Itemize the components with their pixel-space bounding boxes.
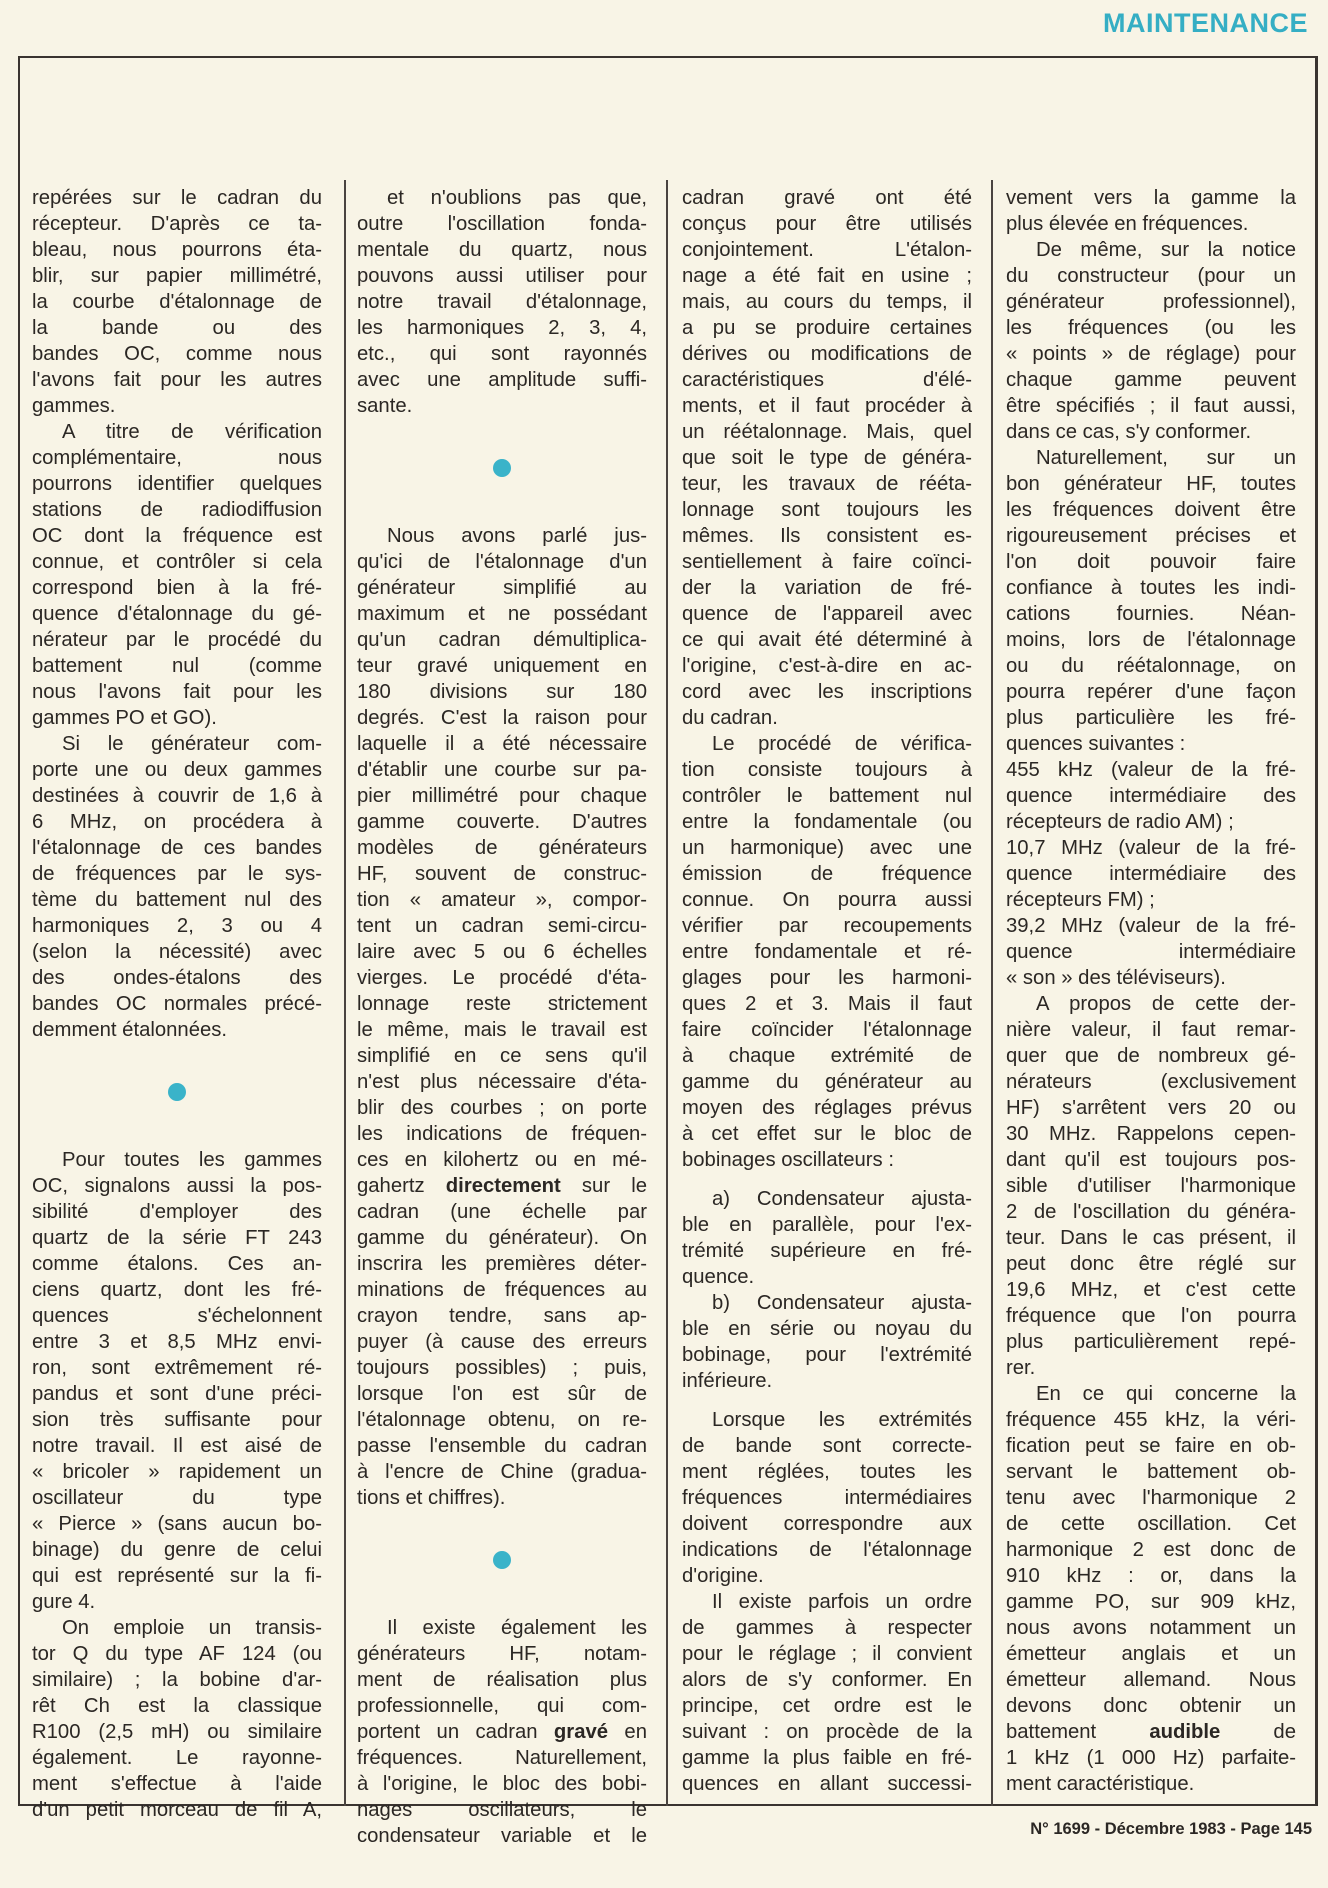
text-line: inscrira les premières déter- — [357, 1253, 647, 1275]
text-line: sante. — [357, 395, 413, 417]
paragraph — [682, 1290, 972, 1394]
text-line: Lorsque les extrémités — [712, 1409, 972, 1431]
text-line: nous l'avons fait pour les — [32, 681, 322, 703]
text-line: servant le battement ob- — [1006, 1461, 1296, 1483]
text-line: la courbe d'étalonnage de — [32, 291, 322, 313]
text-line: entre la fondamentale (ou — [682, 811, 972, 833]
text-line: nous avons notamment un — [1006, 1617, 1296, 1639]
text-line: porte une ou deux gammes — [32, 759, 322, 781]
text-line: connue, et contrôler si cela — [32, 551, 322, 573]
text-line: quences s'échelonnent — [32, 1305, 322, 1327]
text-line: générateurs HF, notam- — [357, 1643, 647, 1665]
text-line: générateur professionnel), — [1006, 291, 1296, 313]
text-line: comme étalons. Ces an- — [32, 1253, 322, 1275]
bullet-dot-icon — [493, 1551, 511, 1569]
text-line: nérateur par le procédé du — [32, 629, 322, 651]
text-line: moyen des réglages prévus — [682, 1097, 972, 1119]
text-line: ment caractéristique. — [1006, 1773, 1195, 1795]
text-line: entre 3 et 8,5 MHz envi- — [32, 1331, 322, 1353]
text-line: être spécifiés ; il faut aussi, — [1006, 395, 1296, 417]
text-line: un réétalonnage. Mais, quel — [682, 421, 972, 443]
text-line: bon générateur HF, toutes — [1006, 473, 1296, 495]
text-line: similaire) ; la bobine d'ar- — [32, 1669, 322, 1691]
text-line: ques 2 et 3. Mais il faut — [682, 993, 972, 1015]
text-line: entre fondamentale et ré- — [682, 941, 972, 963]
paragraph — [1006, 1381, 1296, 1797]
text-line: gamme du générateur). On — [357, 1227, 647, 1249]
text-line: à l'origine, le bloc des bobi- — [357, 1773, 647, 1795]
paragraph-gap — [682, 1173, 972, 1186]
text-line: Nous avons parlé jus- — [387, 525, 647, 547]
text-line: pour le réglage ; il convient — [682, 1643, 972, 1665]
text-line: etc., qui sont rayonnés — [357, 343, 647, 365]
text-line: émission de fréquence — [682, 863, 972, 885]
paragraph — [1006, 757, 1296, 835]
text-line: teur, les travaux de rééta- — [682, 473, 972, 495]
text-segment: portent un cadran — [357, 1721, 554, 1743]
text-line: notre travail d'étalonnage, — [357, 291, 647, 313]
text-line: un harmonique) avec une — [682, 837, 972, 859]
text-line: On emploie un transis- — [62, 1617, 322, 1639]
text-line: émetteur anglais et un — [1006, 1643, 1296, 1665]
paragraph — [32, 731, 322, 1043]
text-line: teur gravé uniquement en — [357, 655, 647, 677]
emphasis-text: gravé — [553, 1721, 609, 1743]
text-line: ment s'effectue à l'aide — [32, 1773, 322, 1795]
text-line: 39,2 MHz (valeur de la fré- — [1006, 915, 1296, 937]
text-line: professionnelle, qui com- — [357, 1695, 647, 1717]
text-line: générateur simplifié au — [357, 577, 647, 599]
text-line: gamme couverte. D'autres — [357, 811, 647, 833]
paragraph — [32, 185, 322, 419]
paragraph — [357, 185, 647, 419]
text-line: degrés. C'est la raison pour — [357, 707, 647, 729]
text-line: R100 (2,5 mH) ou similaire — [32, 1721, 322, 1743]
text-line: ble en parallèle, pour l'ex- — [682, 1214, 972, 1236]
text-segment: gahertz — [357, 1175, 446, 1197]
column-divider — [991, 180, 993, 1806]
section-separator — [357, 1511, 647, 1615]
text-line: de gammes à respecter — [682, 1617, 972, 1639]
text-line: 455 kHz (valeur de la fré- — [1006, 759, 1296, 781]
text-line: glages pour les harmoni- — [682, 967, 972, 989]
text-line: outre l'oscillation fonda- — [357, 213, 647, 235]
text-line: rigoureusement précises et — [1006, 525, 1296, 547]
text-line: quences suivantes : — [1006, 733, 1186, 755]
text-line: De même, sur la notice — [1036, 239, 1296, 261]
text-line: qu'un cadran démultiplica- — [357, 629, 647, 651]
text-line: quer que de nombreux gé- — [1006, 1045, 1296, 1067]
text-line: dérives ou modifications de — [682, 343, 972, 365]
text-line: binage) du genre de celui — [32, 1539, 322, 1561]
paragraph — [1006, 185, 1296, 237]
text-line — [357, 1173, 647, 1199]
text-line: suivant : on procède de la — [682, 1721, 972, 1743]
text-line: récepteurs de radio AM) ; — [1006, 811, 1234, 833]
text-line: chaque gamme peuvent — [1006, 369, 1296, 391]
text-line: der la variation de fré- — [682, 577, 972, 599]
text-column-2 — [357, 185, 647, 1849]
text-line: pier millimétré pour chaque — [357, 785, 647, 807]
text-line: 30 MHz. Rappelons cepen- — [1006, 1123, 1296, 1145]
paragraph — [1006, 835, 1296, 913]
text-line: mêmes. Ils consistent es- — [682, 525, 972, 547]
text-line: a pu se produire certaines — [682, 317, 972, 339]
text-line: les fréquences doivent être — [1006, 499, 1296, 521]
paragraph — [32, 1147, 322, 1615]
text-line: repérées sur le cadran du — [32, 187, 322, 209]
text-line: Pour toutes les gammes — [62, 1149, 322, 1171]
paragraph — [1006, 913, 1296, 991]
text-line: mentale du quartz, nous — [357, 239, 647, 261]
text-line: qui est représenté sur la fi- — [32, 1565, 322, 1587]
paragraph — [357, 523, 647, 1511]
text-line: quence intermédiaire — [1006, 941, 1296, 963]
text-line: ce qui avait été déterminé à — [682, 629, 972, 651]
text-line: principe, cet ordre est le — [682, 1695, 972, 1717]
text-line: récepteurs FM) ; — [1006, 889, 1155, 911]
text-line: pandus et sont d'une préci- — [32, 1383, 322, 1405]
emphasis-text: audible — [1149, 1721, 1221, 1743]
text-line: le même, mais le travail est — [357, 1019, 647, 1041]
text-line: En ce qui concerne la — [1036, 1383, 1296, 1405]
text-line: maximum et ne possédant — [357, 603, 647, 625]
text-line: Naturellement, sur un — [1036, 447, 1296, 469]
text-line: trémité supérieure en fré- — [682, 1240, 972, 1262]
paragraph-gap — [682, 1394, 972, 1407]
paragraph — [1006, 445, 1296, 757]
text-line: à cet effet sur le bloc de — [682, 1123, 972, 1145]
text-segment: en — [608, 1721, 647, 1743]
text-line: gure 4. — [32, 1591, 96, 1613]
text-line: doivent correspondre aux — [682, 1513, 972, 1535]
text-line: les harmoniques 2, 3, 4, — [357, 317, 647, 339]
text-line: 6 MHz, on procédera à — [32, 811, 322, 833]
text-line: moins, lors de l'étalonnage — [1006, 629, 1296, 651]
text-line: ces en kilohertz ou en mé- — [357, 1149, 647, 1171]
column-divider — [344, 180, 346, 1806]
text-line: bandes OC, comme nous — [32, 343, 322, 365]
text-line: quence. — [682, 1266, 755, 1288]
text-line: connue. On pourra aussi — [682, 889, 972, 911]
text-line: pouvons aussi utiliser pour — [357, 265, 647, 287]
text-line: A titre de vérification — [62, 421, 322, 443]
text-line: crayon tendre, sans ap- — [357, 1305, 647, 1327]
text-line: bobinage, pour l'extrémité — [682, 1344, 972, 1366]
text-line: ment réglées, toutes les — [682, 1461, 972, 1483]
text-line: modèles de générateurs — [357, 837, 647, 859]
text-line: Il existe également les — [387, 1617, 647, 1639]
text-line: passe l'ensemble du cadran — [357, 1435, 647, 1457]
text-line: ciens quartz, dont les fré- — [32, 1279, 322, 1301]
text-line: les indications de fréquen- — [357, 1123, 647, 1145]
text-line: mais, au cours du temps, il — [682, 291, 972, 313]
text-line: sible d'utiliser l'harmonique — [1006, 1175, 1296, 1197]
paragraph — [32, 1615, 322, 1823]
text-line: gamme la plus faible en fré- — [682, 1747, 972, 1769]
text-line: fréquence 455 kHz, la véri- — [1006, 1409, 1296, 1431]
paragraph — [357, 1615, 647, 1849]
text-line: que soit le type de généra- — [682, 447, 972, 469]
text-line: fréquence que l'on pourra — [1006, 1305, 1296, 1327]
text-column-3 — [682, 185, 972, 1797]
text-line: tème du battement nul des — [32, 889, 322, 911]
text-line: ment de réalisation plus — [357, 1669, 647, 1691]
text-line: « bricoler » rapidement un — [32, 1461, 322, 1483]
paragraph — [682, 1407, 972, 1589]
text-line: vement vers la gamme la — [1006, 187, 1296, 209]
text-line: l'avons fait pour les autres — [32, 369, 322, 391]
text-line: quence intermédiaire des — [1006, 863, 1296, 885]
emphasis-text: directement — [445, 1175, 561, 1197]
text-line — [357, 1719, 647, 1745]
text-line: b) Condensateur ajusta- — [712, 1292, 972, 1314]
text-line: quence de l'appareil avec — [682, 603, 972, 625]
text-line: bleau, nous pourrons éta- — [32, 239, 322, 261]
section-separator — [357, 419, 647, 523]
paragraph — [682, 731, 972, 1173]
text-line: sibilité d'employer des — [32, 1201, 322, 1223]
text-line: de bande sont correcte- — [682, 1435, 972, 1457]
text-line: émetteur allemand. Nous — [1006, 1669, 1296, 1691]
text-line: tor Q du type AF 124 (ou — [32, 1643, 322, 1665]
paragraph — [682, 1186, 972, 1290]
text-line: 1 kHz (1 000 Hz) parfaite- — [1006, 1747, 1296, 1769]
text-segment: battement — [1006, 1721, 1150, 1743]
text-line: 10,7 MHz (valeur de la fré- — [1006, 837, 1296, 859]
text-line: avec une amplitude suffi- — [357, 369, 647, 391]
text-line: nérateurs (exclusivement — [1006, 1071, 1296, 1093]
text-line: Il existe parfois un ordre — [712, 1591, 972, 1613]
text-line: battement nul (comme — [32, 655, 322, 677]
text-line: Le procédé de vérifica- — [712, 733, 972, 755]
text-line: tions et chiffres). — [357, 1487, 506, 1509]
text-line: correspond bien à la fré- — [32, 577, 322, 599]
text-line: et n'oublions pas que, — [387, 187, 647, 209]
text-line: 180 divisions sur 180 — [357, 681, 647, 703]
text-line: plus particulière les fré- — [1006, 707, 1296, 729]
text-line: vierges. Le procédé d'éta- — [357, 967, 647, 989]
text-segment: sur le — [560, 1175, 647, 1197]
text-line: nage a été fait en usine ; — [682, 265, 972, 287]
text-line: rêt Ch est la classique — [32, 1695, 322, 1717]
text-line: tion « amateur », compor- — [357, 889, 647, 911]
text-line: gamme PO, sur 909 kHz, — [1006, 1591, 1296, 1613]
text-line: ble en série ou noyau du — [682, 1318, 972, 1340]
text-line: l'origine, c'est-à-dire en ac- — [682, 655, 972, 677]
section-separator — [32, 1043, 322, 1147]
text-segment: de — [1220, 1721, 1296, 1743]
text-line: indications de l'étalonnage — [682, 1539, 972, 1561]
text-line: des ondes-étalons des — [32, 967, 322, 989]
text-line: nages oscillateurs, le — [357, 1799, 647, 1821]
text-line: les fréquences (ou les — [1006, 317, 1296, 339]
bullet-dot-icon — [493, 459, 511, 477]
text-line: a) Condensateur ajusta- — [712, 1188, 972, 1210]
text-line: OC, signalons aussi la pos- — [32, 1175, 322, 1197]
text-line: devons donc obtenir un — [1006, 1695, 1296, 1717]
text-line: bandes OC normales précé- — [32, 993, 322, 1015]
text-line: gammes PO et GO). — [32, 707, 217, 729]
text-line: blir, sur papier millimétré, — [32, 265, 322, 287]
text-line: condensateur variable et le — [357, 1825, 647, 1847]
text-line: sentiellement à faire coïnci- — [682, 551, 972, 573]
text-column-4 — [1006, 185, 1296, 1797]
column-divider — [666, 180, 668, 1806]
text-line: qu'ici de l'étalonnage d'un — [357, 551, 647, 573]
text-line: laire avec 5 ou 6 échelles — [357, 941, 647, 963]
text-line: du cadran. — [682, 707, 778, 729]
text-line: conçus pour être utilisés — [682, 213, 972, 235]
text-line: la bande ou des — [32, 317, 322, 339]
paragraph — [32, 419, 322, 731]
section-title: MAINTENANCE — [1103, 8, 1308, 38]
text-line: gammes. — [32, 395, 116, 417]
text-line: fication peut se faire en ob- — [1006, 1435, 1296, 1457]
text-line: laquelle il a été nécessaire — [357, 733, 647, 755]
text-line: 2 de l'oscillation du généra- — [1006, 1201, 1296, 1223]
text-line: « son » des téléviseurs). — [1006, 967, 1226, 989]
text-line: harmonique 2 est donc de — [1006, 1539, 1296, 1561]
text-line: fréquences. Naturellement, — [357, 1747, 647, 1769]
text-line: du constructeur (pour un — [1006, 265, 1296, 287]
text-line: tent un cadran semi-circu- — [357, 915, 647, 937]
text-line: notre travail. Il est aisé de — [32, 1435, 322, 1457]
text-line: plus particulièrement repé- — [1006, 1331, 1296, 1353]
text-line: tenu avec l'harmonique 2 — [1006, 1487, 1296, 1509]
text-line: quence intermédiaire des — [1006, 785, 1296, 807]
text-line: cadran gravé ont été — [682, 187, 972, 209]
text-line: rer. — [1006, 1357, 1036, 1379]
text-line: récepteur. D'après ce ta- — [32, 213, 322, 235]
text-line: cadran (une échelle par — [357, 1201, 647, 1223]
text-line: quence d'étalonnage du gé- — [32, 603, 322, 625]
text-line: conjointement. L'étalon- — [682, 239, 972, 261]
text-line: d'origine. — [682, 1565, 764, 1587]
text-line: pourra repérer d'une façon — [1006, 681, 1296, 703]
text-line: l'étalonnage obtenu, on re- — [357, 1409, 647, 1431]
text-line: d'un petit morceau de fil A, — [32, 1799, 322, 1821]
text-line: alors de s'y conformer. En — [682, 1669, 972, 1691]
text-line: de cette oscillation. Cet — [1006, 1513, 1296, 1535]
text-line: destinées à couvrir de 1,6 à — [32, 785, 322, 807]
paragraph — [682, 185, 972, 731]
text-line: à chaque extrémité de — [682, 1045, 972, 1067]
text-line: HF) s'arrêtent vers 20 ou — [1006, 1097, 1296, 1119]
text-line: dant qu'il est toujours pos- — [1006, 1149, 1296, 1171]
text-column-1 — [32, 185, 322, 1823]
text-line: A propos de cette der- — [1036, 993, 1296, 1015]
text-line: complémentaire, nous — [32, 447, 322, 469]
text-line: lorsque l'on est sûr de — [357, 1383, 647, 1405]
text-line: 19,6 MHz, et c'est cette — [1006, 1279, 1296, 1301]
text-line: fréquences intermédiaires — [682, 1487, 972, 1509]
text-line: ou du réétalonnage, on — [1006, 655, 1296, 677]
text-line: dans ce cas, s'y conformer. — [1006, 421, 1252, 443]
text-line: toujours possibles) ; puis, — [357, 1357, 647, 1379]
text-line: à l'encre de Chine (gradua- — [357, 1461, 647, 1483]
text-line: demment étalonnées. — [32, 1019, 228, 1041]
text-line: simplifié en ce sens qu'il — [357, 1045, 647, 1067]
text-line: sion très suffisante pour — [32, 1409, 322, 1431]
text-line: minations de fréquences au — [357, 1279, 647, 1301]
text-line: « Pierce » (sans aucun bo- — [32, 1513, 322, 1535]
bullet-dot-icon — [168, 1083, 186, 1101]
text-line: peut donc être réglé sur — [1006, 1253, 1296, 1275]
text-line: blir des courbes ; on porte — [357, 1097, 647, 1119]
text-line: gamme du générateur au — [682, 1071, 972, 1093]
text-line: vérifier par recoupements — [682, 915, 972, 937]
text-line: nière valeur, il faut remar- — [1006, 1019, 1296, 1041]
text-line: HF, souvent de construc- — [357, 863, 647, 885]
text-line: cations fournies. Néan- — [1006, 603, 1296, 625]
text-line: (selon la nécessité) avec — [32, 941, 322, 963]
text-line: bobinages oscillateurs : — [682, 1149, 894, 1171]
text-line: pourrons identifier quelques — [32, 473, 322, 495]
text-line: faire coïncider l'étalonnage — [682, 1019, 972, 1041]
text-line: plus élevée en fréquences. — [1006, 213, 1249, 235]
text-line: ron, sont extrêmement ré- — [32, 1357, 322, 1379]
paragraph — [1006, 237, 1296, 445]
text-line: Si le générateur com- — [62, 733, 322, 755]
text-line: 910 kHz : or, dans la — [1006, 1565, 1296, 1587]
text-line: inférieure. — [682, 1370, 773, 1392]
text-line: puyer (à cause des erreurs — [357, 1331, 647, 1353]
text-line: quences en allant successi- — [682, 1773, 972, 1795]
text-line: caractéristiques d'élé- — [682, 369, 972, 391]
text-line: harmoniques 2, 3 ou 4 — [32, 915, 322, 937]
text-line: l'étalonnage de ces bandes — [32, 837, 322, 859]
text-line: oscillateur du type — [32, 1487, 322, 1509]
text-line: également. Le rayonne- — [32, 1747, 322, 1769]
text-line: lonnage reste strictement — [357, 993, 647, 1015]
text-line: teur. Dans le cas présent, il — [1006, 1227, 1296, 1249]
text-line: n'est plus nécessaire d'éta- — [357, 1071, 647, 1093]
text-line: lonnage sont toujours les — [682, 499, 972, 521]
text-line: cord avec les inscriptions — [682, 681, 972, 703]
paragraph — [682, 1589, 972, 1797]
text-line: l'on doit pouvoir faire — [1006, 551, 1296, 573]
text-line: ments, et il faut procéder à — [682, 395, 972, 417]
text-line — [1006, 1719, 1296, 1745]
text-line: quartz de la série FT 243 — [32, 1227, 322, 1249]
paragraph — [1006, 991, 1296, 1381]
text-line: d'établir une courbe sur pa- — [357, 759, 647, 781]
text-line: stations de radiodiffusion — [32, 499, 322, 521]
text-line: confiance à toutes les indi- — [1006, 577, 1296, 599]
text-line: OC dont la fréquence est — [32, 525, 322, 547]
text-line: « points » de réglage) pour — [1006, 343, 1296, 365]
page-footer: N° 1699 - Décembre 1983 - Page 145 — [1030, 1820, 1312, 1838]
text-line: tion consiste toujours à — [682, 759, 972, 781]
text-line: contrôler le battement nul — [682, 785, 972, 807]
text-line: de fréquences par le sys- — [32, 863, 322, 885]
